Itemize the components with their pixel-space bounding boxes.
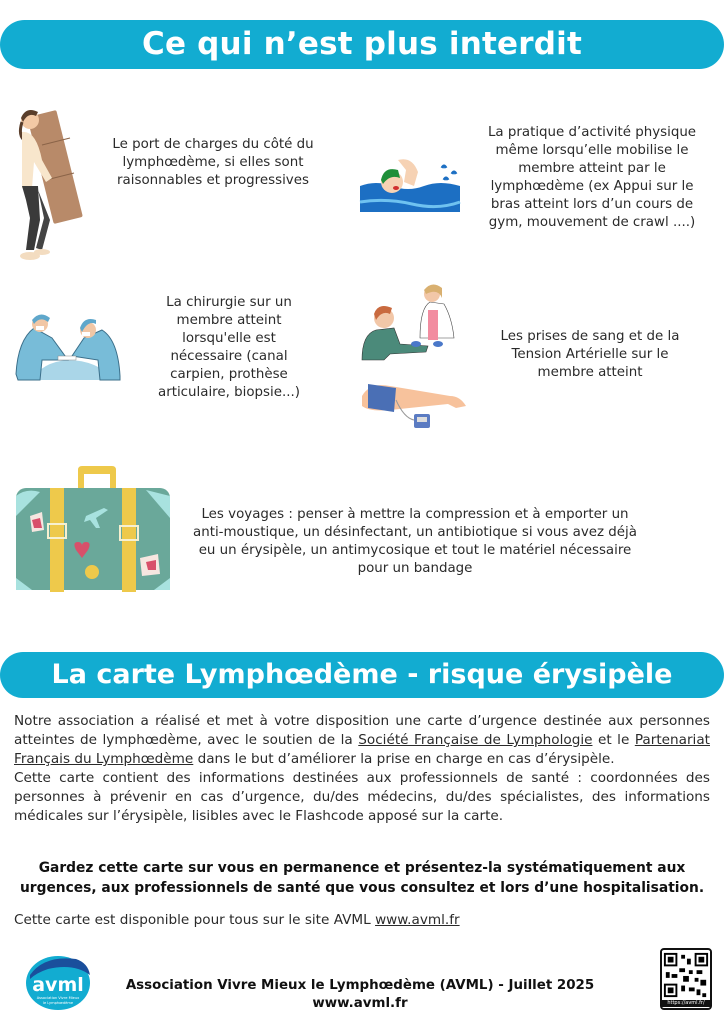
keep-card-notice: Gardez cette carte sur vous en permanence et présentez-la systématiquement aux urgences, aux professionnels de santé que vous consultez et lors d’une hospitalisation.: [19, 860, 705, 896]
card-description-part1: Notre association a réalisé et met à votre disposition une carte d’urgence destinée aux personnes atteintes de lymphœdème, avec le soutien de la: [14, 713, 710, 748]
item-surgery-text: La chirurgie sur un membre atteint lorsqu'elle est nécessaire (canal carpien, prothèse articulaire, biopsie...): [158, 295, 300, 400]
suitcase-icon: [12, 466, 174, 596]
section-title-lymphedema-card: La carte Lymphœdème - risque érysipèle: [0, 652, 724, 698]
item-heavy-loads-text: Le port de charges du côté du lymphœdème, si elles sont raisonnables et progressives: [112, 137, 314, 188]
card-description-part2: et le: [592, 732, 635, 748]
availability-text: Cette carte est disponible pour tous sur le site AVML: [14, 912, 376, 928]
footer-line-website: www.avml.fr: [312, 996, 408, 1011]
card-content-description: Cette carte contient des informations destinées aux professionnels de santé : coordonnées des personnes à prévenir en cas d’urgence, du/des médecins, du/des spécialistes, des informations médicales sur l’érysipèle, lisibles avec le Flashcode apposé sur la carte.: [14, 770, 710, 824]
woman-carrying-boxes-icon: [8, 100, 98, 270]
svg-text:Association Vivre Mieux: Association Vivre Mieux: [36, 996, 80, 1000]
avml-logo: [24, 953, 92, 1011]
footer-credits: [100, 977, 620, 1013]
svg-text:le Lymphœdème: le Lymphœdème: [42, 1001, 74, 1005]
section-title-not-forbidden: Ce qui n’est plus interdit: [0, 20, 724, 69]
surgeons-icon: [12, 310, 124, 382]
swimmer-icon: [356, 152, 468, 216]
availability-line: [14, 912, 460, 928]
qr-code-label: https://avml.fr/: [662, 1000, 710, 1007]
item-physical-activity-text: La pratique d’activité physique même lorsqu’elle mobilise le membre atteint par le lymphœdème (ex Appui sur le bras atteint lors d’un cours de gym, mouvement de crawl ....): [487, 125, 697, 230]
link-societe-francaise-lymphologie[interactable]: Société Française de Lymphologie: [358, 732, 593, 748]
item-blood-pressure-text: Les prises de sang et de la Tension Artérielle sur le membre atteint: [500, 329, 680, 380]
item-travel-text: Les voyages : penser à mettre la compression et à emporter un anti-moustique, un désinfectant, un antibiotique si vous avez déjà eu un érysipèle, un antimycosique et tout le matériel nécessaire pour un bandage: [193, 507, 637, 576]
qr-code-icon[interactable]: [660, 948, 712, 1010]
avml-website-link[interactable]: www.avml.fr: [375, 912, 460, 928]
card-description: [14, 712, 710, 826]
blood-draw-icon: [360, 278, 466, 428]
card-description-part3: dans le but d’améliorer la prise en charge en cas d’érysipèle.: [193, 751, 615, 767]
logo-text: avml: [32, 974, 84, 996]
footer-line-association: Association Vivre Mieux le Lymphœdème (AVML) - Juillet 2025: [125, 978, 595, 993]
link-partenariat-francais-lymphoedeme[interactable]: Partenariat Français du Lymphœdème: [14, 732, 710, 767]
